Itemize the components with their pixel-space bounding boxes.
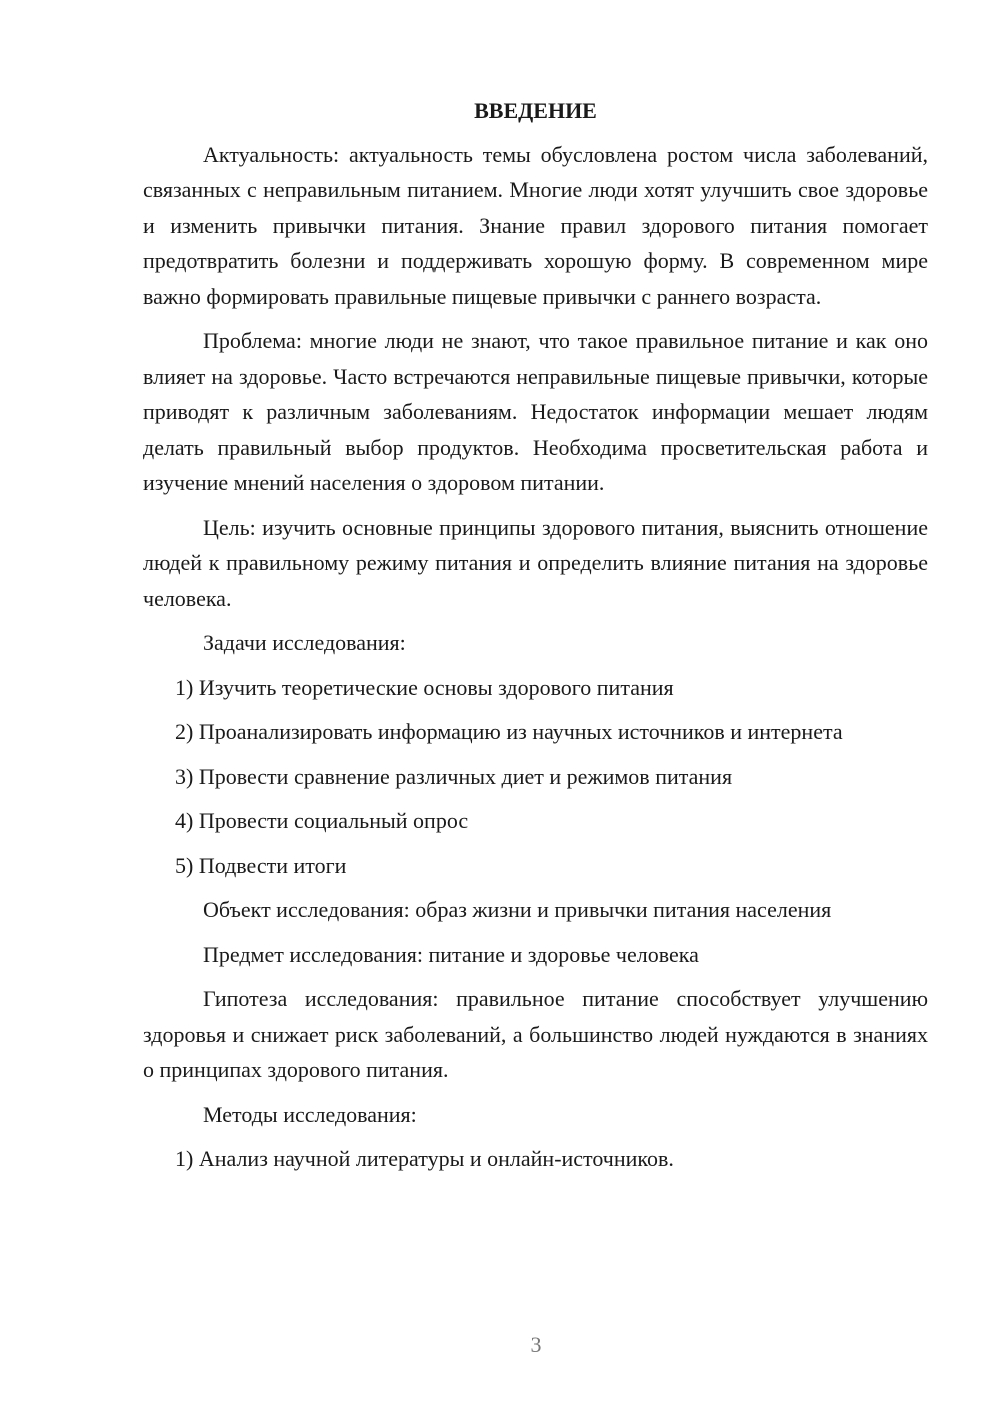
relevance-paragraph: Актуальность: актуальность темы обусловлена ростом числа заболеваний, связанных с неправильным питанием. Многие люди хотят улучшить свое здоровье и изменить привычки питания. Знание правил здорового питания помогает предотвратить болезни и поддерживать хорошую форму. В современном мире важно формировать правильные пищевые привычки с раннего возраста. [143,141,928,309]
methods-heading: Методы исследования: [203,1101,417,1127]
subject-paragraph: Предмет исследования: питание и здоровье человека [203,941,699,967]
method-item-1: 1) Анализ научной литературы и онлайн-источников. [175,1146,674,1171]
task-item-2: 2) Проанализировать информацию из научных источников и интернета [175,719,843,744]
goal-paragraph: Цель: изучить основные принципы здорового питания, выяснить отношение людей к правильному режиму питания и определить влияние питания на здоровье человека. [143,514,928,611]
object-paragraph: Объект исследования: образ жизни и привычки питания населения [203,897,832,922]
problem-paragraph: Проблема: многие люди не знают, что такое правильное питание и как оно влияет на здоровье. Часто встречаются неправильные пищевые привычки, которые приводят к различным заболеваниям. Недостаток информации мешает людям делать правильный выбор продуктов. Необходима просветительская работа и изучение мнений населения о здоровом питании. [143,328,928,495]
page-number: 3 [530,1332,542,1357]
hypothesis-paragraph: Гипотеза исследования: правильное питание способствует улучшению здоровья и снижает риск заболеваний, а большинство людей нуждаются в знаниях о принципах здорового питания. [143,986,928,1082]
task-item-3: 3) Провести сравнение различных диет и режимов питания [175,763,733,789]
task-item-5: 5) Подвести итоги [175,852,347,878]
task-item-1: 1) Изучить теоретические основы здорового питания [175,674,674,700]
task-item-4: 4) Провести социальный опрос [175,808,469,833]
page-content [143,93,928,1186]
tasks-heading: Задачи исследования: [203,630,406,655]
section-title: ВВЕДЕНИЕ [474,98,597,123]
